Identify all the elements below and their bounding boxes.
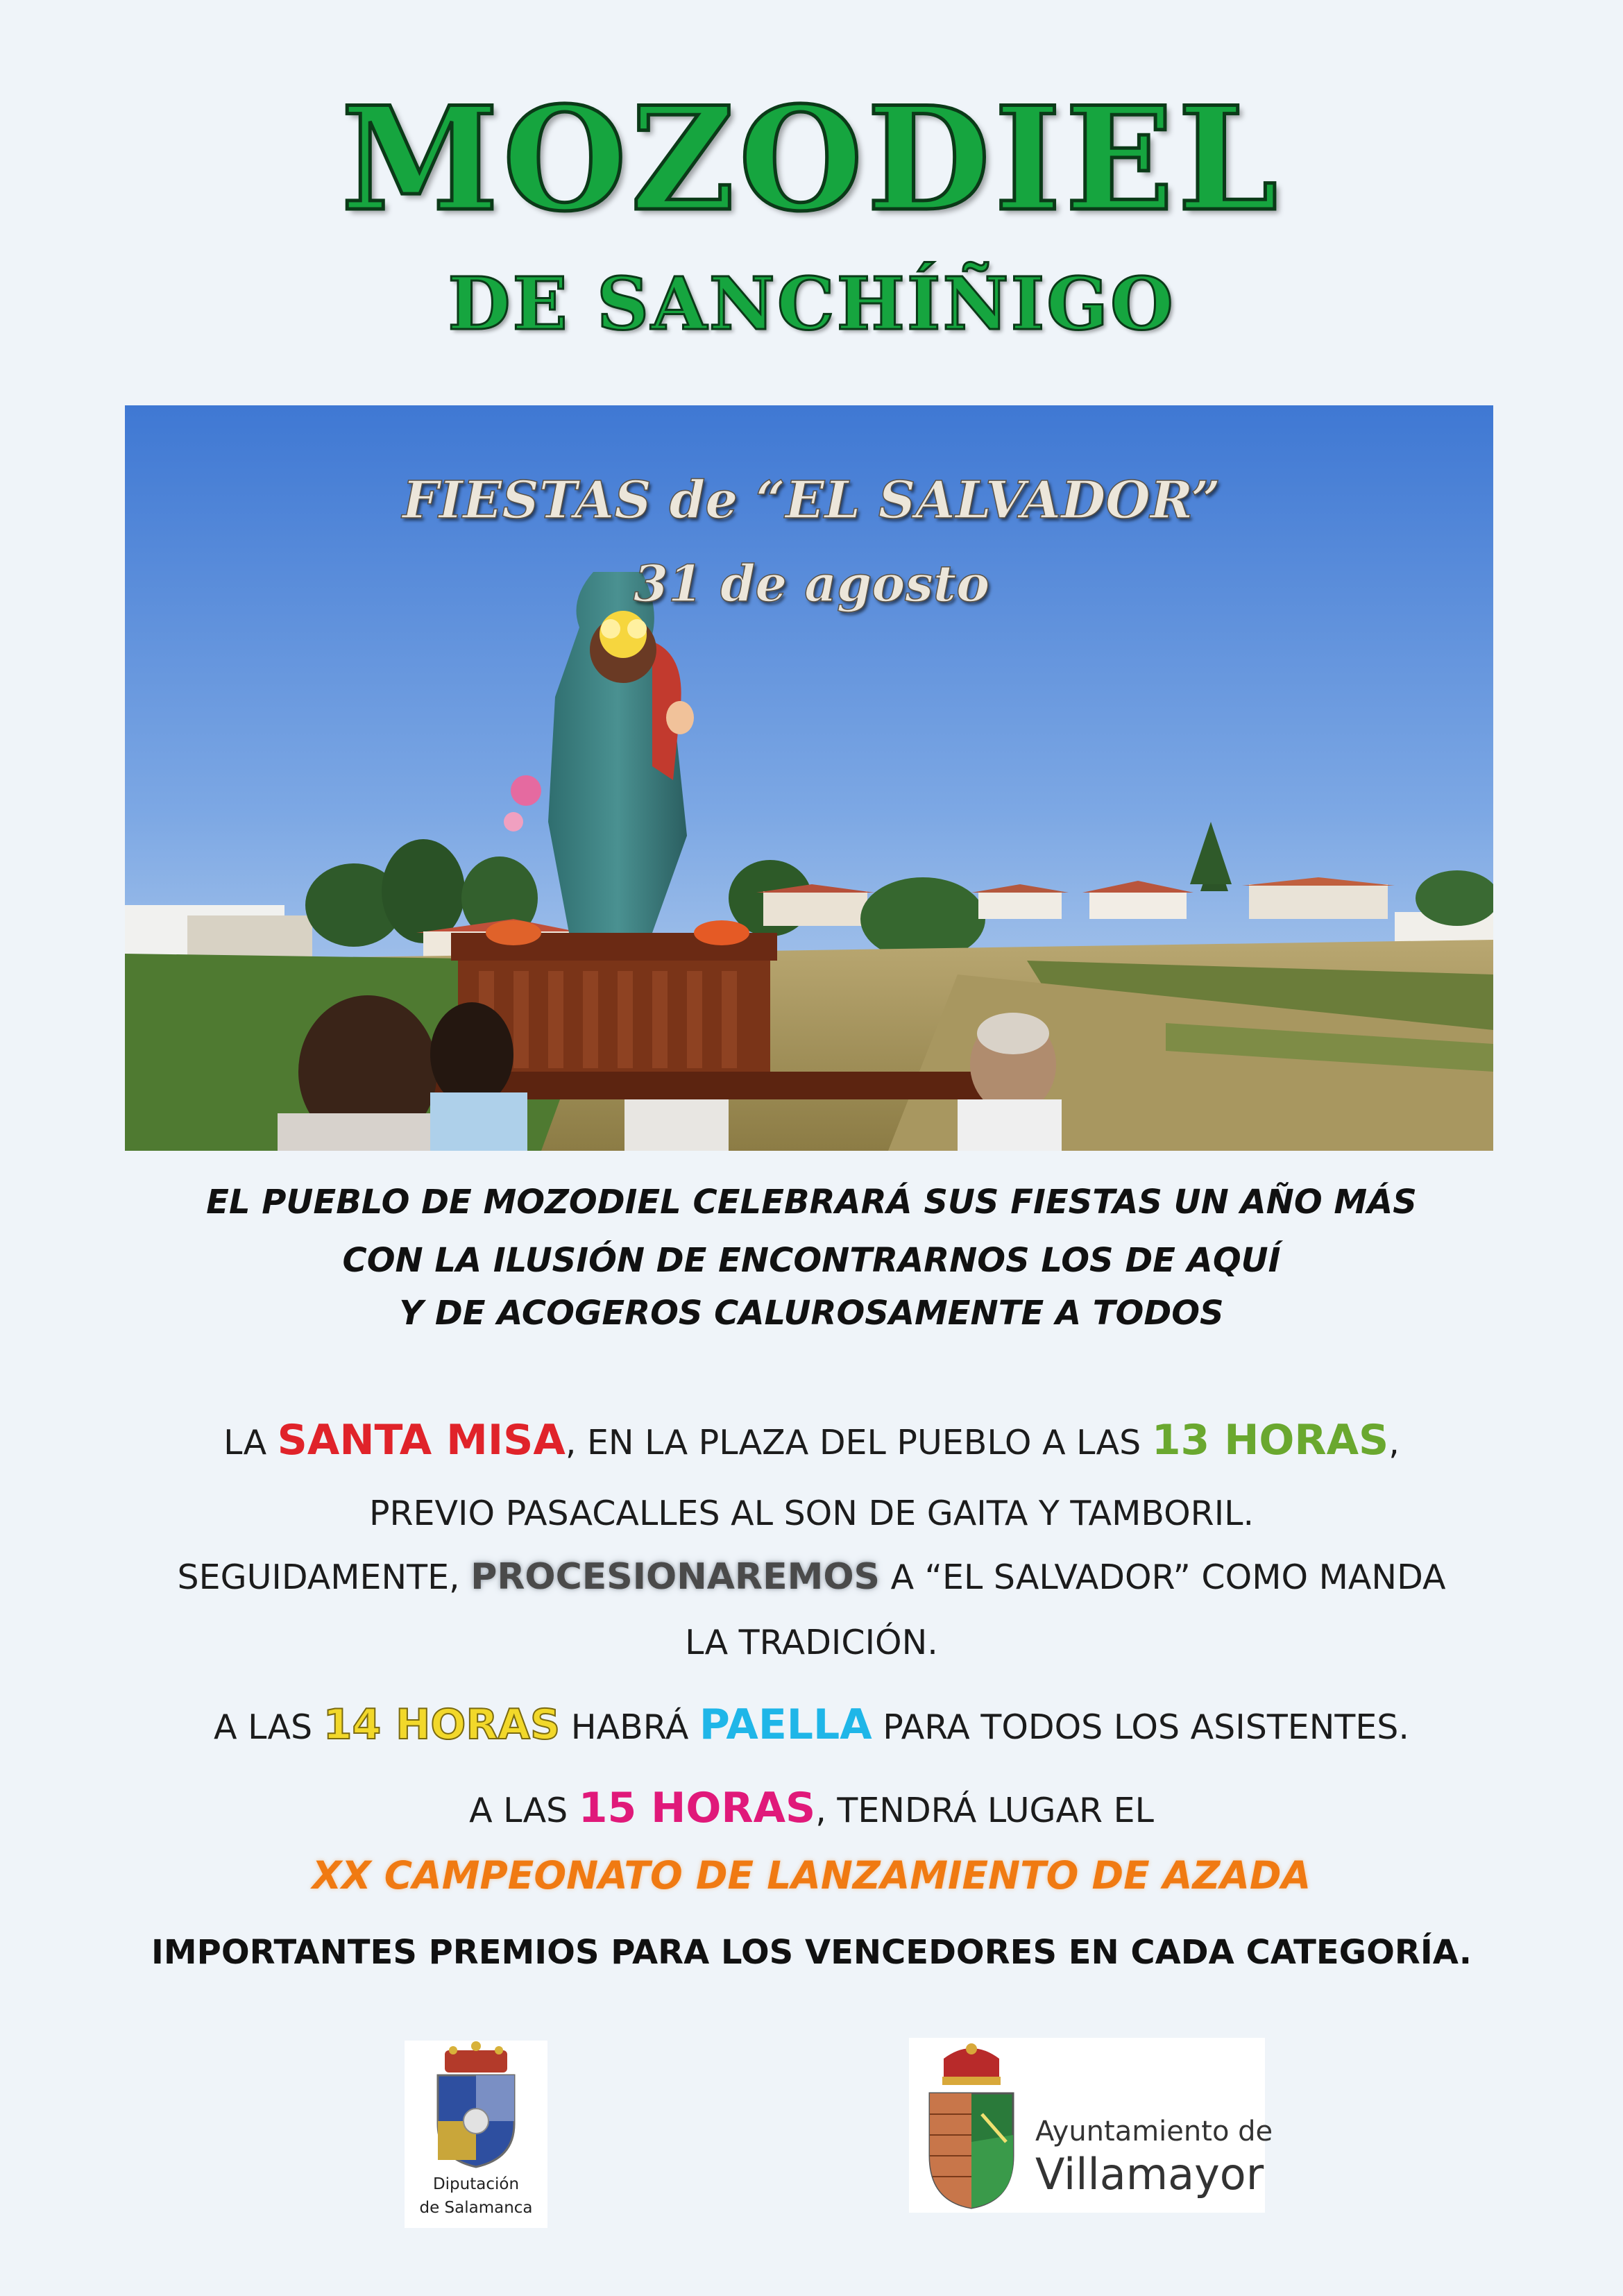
diputacion-name	[405, 2172, 547, 2220]
intro-line: CON LA ILUSIÓN DE ENCONTRARNOS LOS DE AQUÍ	[342, 1241, 1281, 1280]
villamayor-name: Villamayor	[1035, 2149, 1264, 2200]
paella-pre: A LAS	[214, 1707, 323, 1747]
diputacion-crest-icon	[405, 2041, 547, 2172]
diputacion-logo	[405, 2041, 547, 2228]
prizes-line: IMPORTANTES PREMIOS PARA LOS VENCEDORES EN CADA CATEGORÍA.	[151, 1933, 1472, 1972]
villamayor-logo	[909, 2038, 1273, 2213]
camp-pre: A LAS	[469, 1791, 579, 1830]
misa-post: ,	[1388, 1423, 1400, 1462]
intro-line: EL PUEBLO DE MOZODIEL CELEBRARÁ SUS FIESTAS UN AÑO MÁS	[206, 1183, 1417, 1222]
villamayor-line: Ayuntamiento de	[1035, 2116, 1273, 2147]
championship-title: XX CAMPEONATO DE LANZAMIENTO DE AZADA	[312, 1853, 1311, 1898]
paella-hour-highlight: 14 HORAS	[323, 1700, 561, 1749]
camp-post: , TENDRÁ LUGAR EL	[815, 1791, 1154, 1830]
paella-line	[0, 1700, 1623, 1749]
photo-date: 31 de agosto	[633, 554, 990, 613]
misa-pre: LA	[223, 1423, 278, 1462]
proc-pre: SEGUIDAMENTE,	[177, 1558, 471, 1597]
page-subtitle: DE SANCHÍÑIGO	[448, 261, 1175, 346]
paella-highlight: PAELLA	[699, 1700, 872, 1749]
procesionaremos-highlight: PROCESIONAREMOS	[470, 1556, 880, 1598]
intro-line: Y DE ACOGEROS CALUROSAMENTE A TODOS	[399, 1294, 1224, 1333]
camp-hour-highlight: 15 HORAS	[578, 1784, 816, 1832]
santa-misa-highlight: SANTA MISA	[277, 1416, 566, 1464]
diputacion-line: de Salamanca	[419, 2199, 533, 2217]
proc-post: A “EL SALVADOR” COMO MANDA	[880, 1558, 1446, 1597]
championship-intro-line	[0, 1784, 1623, 1832]
tradicion-line: LA TRADICIÓN.	[685, 1623, 938, 1662]
misa-mid: , EN LA PLAZA DEL PUEBLO A LAS	[565, 1423, 1152, 1462]
diputacion-line: Diputación	[432, 2175, 520, 2193]
paella-post: PARA TODOS LOS ASISTENTES.	[872, 1707, 1409, 1747]
photo-title: FIESTAS de “EL SALVADOR”	[402, 471, 1221, 530]
pasacalles-line: PREVIO PASACALLES AL SON DE GAITA Y TAMBORIL.	[368, 1494, 1255, 1533]
villamayor-crest-icon	[909, 2038, 1034, 2213]
procession-photo	[125, 405, 1493, 1151]
paella-mid: HABRÁ	[560, 1707, 699, 1747]
page-title: MOZODIEL	[341, 76, 1282, 243]
procession-line	[0, 1556, 1623, 1598]
misa-line	[0, 1416, 1623, 1464]
intro-text	[0, 1173, 1623, 1342]
misa-hour-highlight: 13 HORAS	[1151, 1416, 1389, 1464]
